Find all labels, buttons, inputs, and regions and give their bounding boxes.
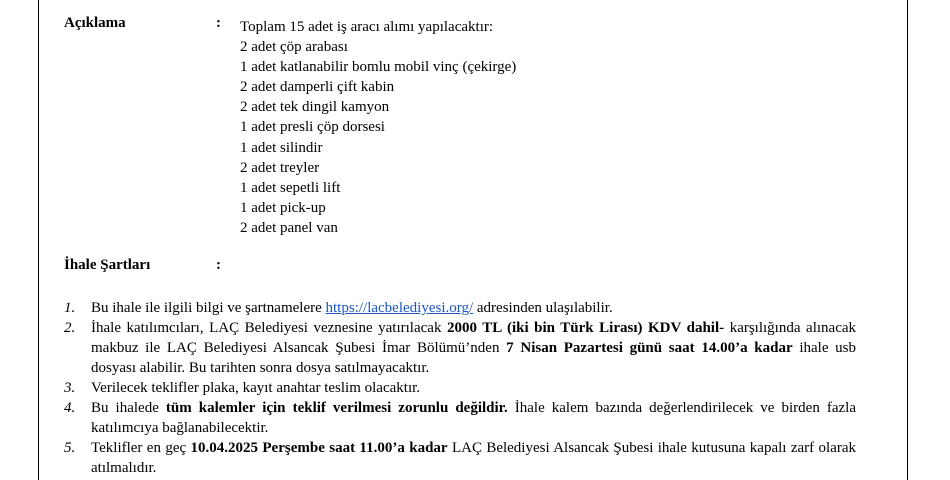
condition-text: [91, 438, 856, 478]
condition-text-part: Teklifler en geç: [91, 440, 191, 456]
page-border-right: [907, 0, 908, 480]
condition-text-part: Bu ihalede: [91, 400, 166, 416]
page-border-left: [38, 0, 39, 480]
condition-text-part: ihale usb dosyası alabilir. Bu tarihten sonra dosya satılmayacaktır.: [91, 340, 857, 376]
condition-number: 5.: [64, 440, 76, 456]
description-item: 2 adet damperli çift kabin: [240, 79, 395, 96]
condition-text: [91, 398, 856, 438]
condition-number: 1.: [64, 300, 76, 316]
description-intro: Toplam 15 adet iş aracı alımı yapılacaktır:: [240, 19, 494, 35]
condition-text-bold: 10.04.2025 Perşembe saat 11.00’a kadar: [190, 440, 448, 456]
condition-text-part: Bu ihale ile ilgili bilgi ve şartnamelere: [91, 300, 326, 316]
condition-1: [64, 298, 856, 318]
condition-number: 4.: [64, 400, 76, 416]
description-item: 1 adet silindir: [240, 139, 323, 156]
condition-text-bold: 7 Nisan Pazartesi günü saat 14.00’a kadar: [506, 340, 793, 356]
description-item: 1 adet pick-up: [240, 199, 326, 216]
condition-3: [64, 378, 856, 398]
condition-text: Verilecek teklifler plaka, kayıt anahtar teslim olacaktır.: [91, 380, 421, 396]
condition-text: [91, 318, 856, 378]
condition-text-bold: tüm kalemler için teklif verilmesi zorunlu değildir.: [165, 400, 508, 416]
description-item: 1 adet presli çöp dorsesi: [240, 119, 385, 136]
condition-text-part: karşılığında alınacak makbuz ile LAÇ Belediyesi Alsancak Şubesi İmar Bölümü’nden: [91, 320, 857, 356]
website-link[interactable]: https://lacbelediyesi.org/: [325, 300, 474, 316]
condition-number: 2.: [64, 320, 76, 336]
condition-text-bold: 2000 TL (iki bin Türk Lirası) KDV dahil-: [446, 320, 725, 336]
description-item: 2 adet treyler: [240, 159, 320, 176]
description-item: 2 adet çöp arabası: [240, 39, 348, 56]
ihale-sartlari-colon: :: [216, 257, 221, 273]
description-block: [240, 17, 516, 238]
condition-4: [64, 398, 856, 438]
aciklama-colon: :: [216, 15, 221, 31]
ihale-sartlari-label: İhale Şartları: [64, 257, 151, 273]
description-item: 2 adet tek dingil kamyon: [240, 99, 390, 116]
condition-2: [64, 318, 856, 378]
condition-number: 3.: [64, 380, 76, 396]
condition-5: [64, 438, 856, 478]
condition-text-part: İhale katılımcıları, LAÇ Belediyesi veznesine yatırılacak: [91, 320, 447, 336]
condition-text-part: İhale kalem bazında değerlendirilecek ve birden fazla katılımcıya bağlanabilecektir.: [91, 400, 856, 436]
description-item: 1 adet sepetli lift: [240, 179, 341, 196]
condition-text-part: adresinden ulaşılabilir.: [473, 300, 613, 316]
aciklama-label: Açıklama: [64, 15, 126, 31]
condition-text-part: LAÇ Belediyesi Alsancak Şubesi ihale kutusuna kapalı zarf olarak atılmalıdır.: [91, 440, 856, 476]
condition-text: [91, 298, 856, 318]
description-item: 2 adet panel van: [240, 219, 338, 236]
description-item: 1 adet katlanabilir bomlu mobil vinç (çekirge): [240, 59, 517, 76]
